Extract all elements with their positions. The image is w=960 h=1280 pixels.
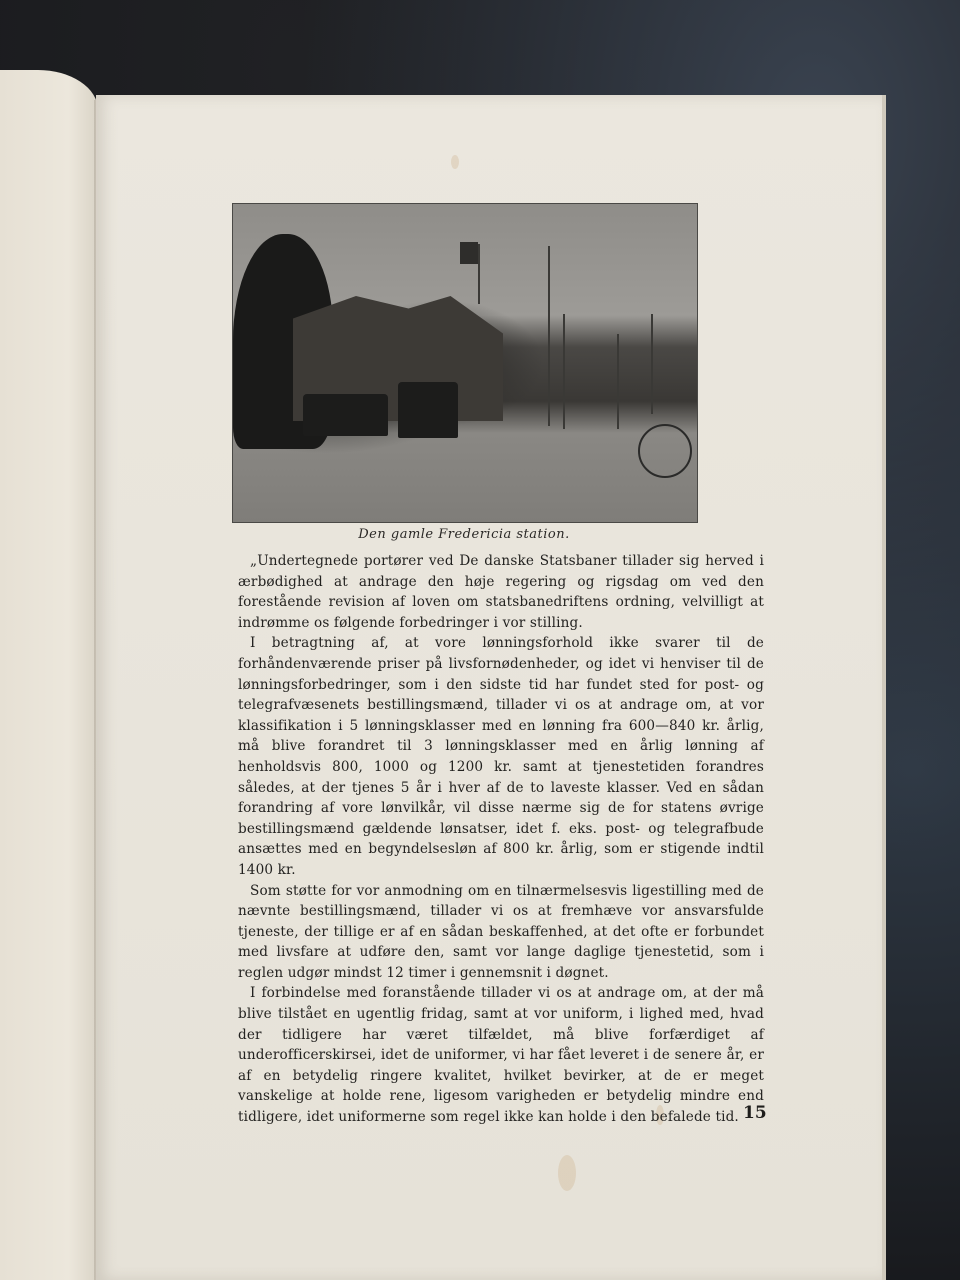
figure-caption: Den gamle Fredericia station. bbox=[358, 527, 570, 542]
paper-stain bbox=[451, 155, 459, 169]
photo-lamp-post-2 bbox=[651, 314, 653, 414]
photo-lamp-post bbox=[548, 246, 550, 426]
paragraph: I forbindelse med foranstående tillader vi os at andrage om, at der må blive tilstået en ugentlig fridag, samt at vor uniform, i lighed med, hvad der tidligere har været tilfældet, må blive forfærdiget af underofficerskirsei, idet de uniformer, vi har fået leveret i de senere år, er af en betydelig ringere kvalitet, hvilket bevirker, at de er meget vanskelige at holde rene, ligesom varigheden er betydelig mindre end tidligere, idet uniformerne som regel ikke kan holde i den befalede tid. bbox=[238, 985, 764, 1126]
photo-bicycle-wheel bbox=[638, 424, 692, 478]
station-photograph bbox=[232, 203, 698, 523]
photo-flagpole-3 bbox=[617, 334, 619, 429]
body-text bbox=[238, 551, 764, 1128]
paragraph: Som støtte for vor anmodning om en tilnærmelsesvis ligestilling med de nævnte bestillingsmænd, tillader vi os at fremhæve vor ansvarsfulde tjeneste, der tillige er af en sådan beskaffenhed, at det ofte er forbundet med livsfare at udføre den, samt vor lange daglige tjenestetid, som i reglen udgør mindst 12 timer i gennemsnit i døgnet. bbox=[238, 882, 764, 981]
photo-flagpole-2 bbox=[563, 314, 565, 429]
paper-stain bbox=[558, 1155, 576, 1191]
page-right-edge bbox=[882, 95, 886, 1280]
photo-flag bbox=[460, 242, 478, 264]
paragraph: „Undertegnede portører ved De danske Statsbaner tillader sig herved i ærbødighed at andrage den høje regering og rigsdag om ved den forestående revision af loven om statsbanedriftens ordning, velvilligt at indrømme os følgende forbedringer i vor stilling. bbox=[238, 553, 764, 631]
paragraph: I betragtning af, at vore lønningsforhold ikke svarer til de forhåndenværende priser på livsfornødenheder, og idet vi henviser til de lønningsforbedringer, som i den sidste tid har fundet sted for post- og telegrafvæsenets bestillingsmænd, tillader vi os at andrage om, at vor klassifikation i 5 lønningsklasser med en lønning fra 600—840 kr. årlig, må blive forandret til 3 lønningsklasser med en årlig lønning af henholdsvis 800, 1000 og 1200 kr. samt at tjenestetiden forandres således, at der tjenes 5 år i hver af de to laveste klasser. Ved en sådan forandring af vore lønvilkår, vil disse nærme sig de for statens øvrige bestillingsmænd gældende lønsatser, idet f. eks. post- og telegrafbude ansættes med en begyndelsesløn af 800 kr. årlig, som er stigende indtil 1400 kr. bbox=[238, 635, 764, 878]
page-number: 15 bbox=[743, 1103, 767, 1123]
book-page bbox=[96, 95, 882, 1280]
facing-page-edge bbox=[0, 70, 98, 1280]
photo-vintage-car bbox=[303, 394, 388, 436]
photo-vintage-car bbox=[398, 382, 458, 438]
photo-flagpole bbox=[478, 244, 480, 304]
